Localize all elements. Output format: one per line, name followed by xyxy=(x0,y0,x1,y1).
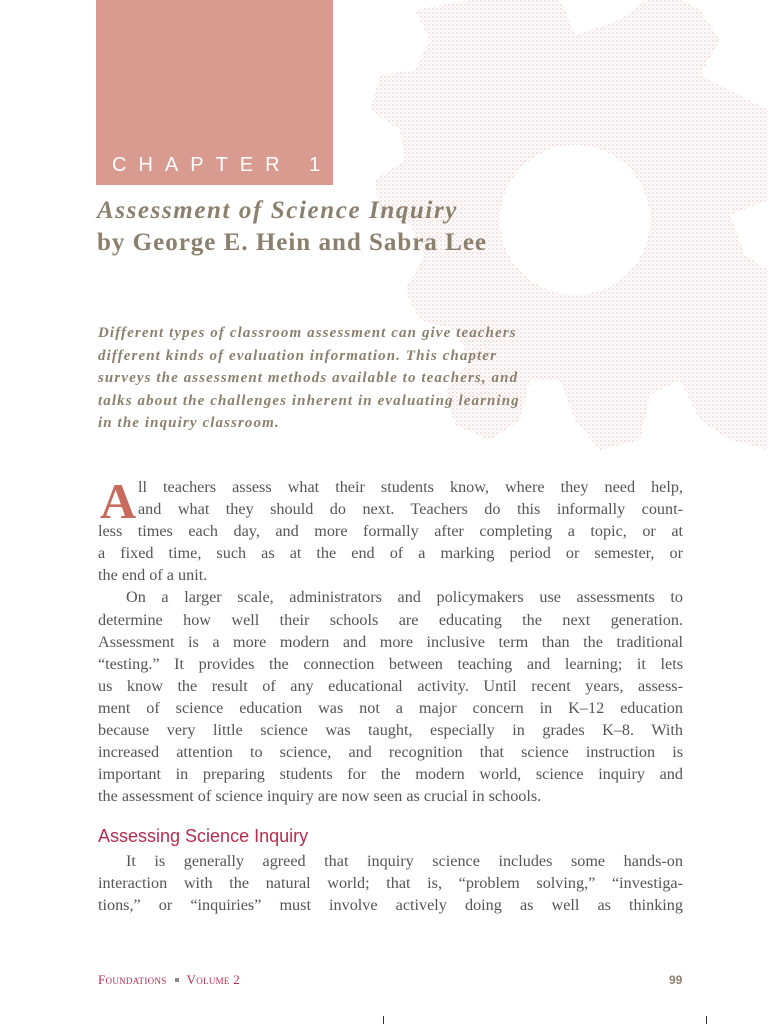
body-line: the end of a unit. xyxy=(98,566,208,585)
abstract-line: talks about the challenges inherent in evaluating learning xyxy=(98,392,520,409)
body-line: “testing.” It provides the connection between teaching and learning; it lets xyxy=(98,654,683,673)
section-heading: Assessing Science Inquiry xyxy=(98,826,309,846)
chapter-label: CHAPTER 12 xyxy=(112,154,356,176)
chapter-authors: by George E. Hein and Sabra Lee xyxy=(97,229,488,256)
footer-volume: Volume 2 xyxy=(186,972,241,987)
body-line: important in preparing students for the modern world, science inquiry and xyxy=(98,765,683,784)
body-line: a fixed time, such as at the end of a marking period or semester, or xyxy=(98,544,683,563)
body-line: because very little science was taught, especially in grades K–8. With xyxy=(98,721,683,740)
body-line: ll teachers assess what their students know, where they need help, xyxy=(138,478,683,496)
body-line: It is generally agreed that inquiry science includes some hands-on xyxy=(126,852,683,870)
body-line: On a larger scale, administrators and policymakers use assessments to xyxy=(126,588,683,607)
abstract-line: in the inquiry classroom. xyxy=(98,415,280,431)
body-line: increased attention to science, and recognition that science instruction is xyxy=(98,743,683,762)
body-line: us know the result of any educational activity. Until recent years, assess- xyxy=(98,676,683,695)
abstract-line: Different types of classroom assessment can give teachers xyxy=(98,325,517,341)
chapter-title: Assessment of Science Inquiry xyxy=(97,197,458,224)
footer-running-title xyxy=(98,972,240,988)
abstract-line: surveys the assessment methods available to teachers, and xyxy=(98,370,519,386)
body-line: the assessment of science inquiry are now seen as crucial in schools. xyxy=(98,787,542,806)
body-line: determine how well their schools are educating the next generation. xyxy=(98,610,683,629)
page-number: 99 xyxy=(669,973,683,987)
footer-series: Foundations xyxy=(98,972,167,987)
footer-separator xyxy=(175,978,179,982)
body-line: tions,” or “inquiries” must involve actively doing as well as thinking xyxy=(98,896,683,915)
body-line: ment of science education was not a major concern in K–12 education xyxy=(98,698,683,717)
paragraph-section xyxy=(98,850,683,916)
paragraph-intro xyxy=(98,473,683,807)
body-line: less times each day, and more formally after completing a topic, or at xyxy=(98,522,683,541)
chapter-abstract xyxy=(98,322,608,435)
crop-mark xyxy=(383,1016,384,1024)
crop-mark xyxy=(706,1016,707,1024)
drop-cap: A xyxy=(100,473,137,529)
body-line: Assessment is a more modern and more inclusive term than the traditional xyxy=(98,632,683,651)
body-line: interaction with the natural world; that is, “problem solving,” “investiga- xyxy=(98,874,683,893)
body-line: and what they should do next. Teachers do this informally count- xyxy=(138,500,683,519)
abstract-line: different kinds of evaluation information. This chapter xyxy=(98,347,498,364)
